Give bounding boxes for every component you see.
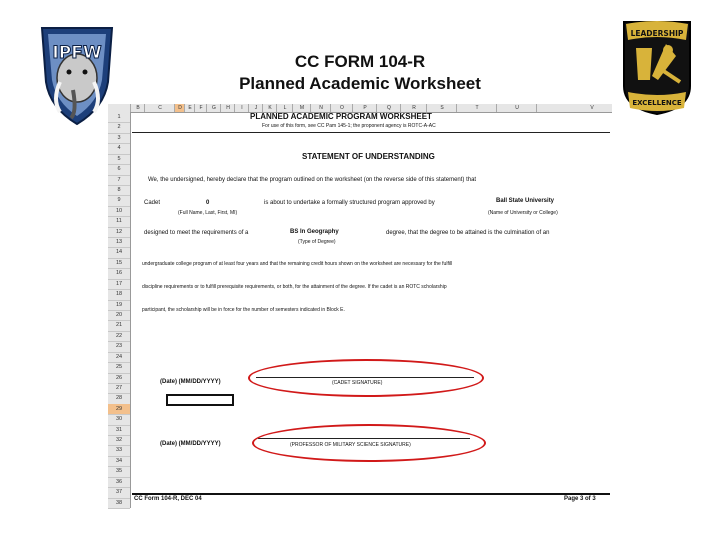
row-header[interactable]: 5 xyxy=(108,154,130,165)
footer-divider xyxy=(132,493,610,495)
page-subtitle: Planned Academic Worksheet xyxy=(239,74,481,93)
row-header[interactable]: 20 xyxy=(108,310,130,321)
column-header[interactable]: U xyxy=(496,104,537,112)
column-header[interactable]: E xyxy=(184,104,195,112)
row-header[interactable]: 18 xyxy=(108,289,130,300)
row-header[interactable]: 12 xyxy=(108,227,130,238)
row-header[interactable]: 19 xyxy=(108,300,130,311)
form-subtitle: For use of this form, see CC Pam 145-1; the proponent agency is ROTC-A-AC xyxy=(262,123,436,129)
cadet-label: Cadet xyxy=(144,200,161,206)
footer-form-id: CC Form 104-R, DEC 04 xyxy=(134,496,202,502)
pms-signature-caption: (PROFESSOR OF MILITARY SCIENCE SIGNATURE) xyxy=(290,442,411,448)
column-header[interactable]: J xyxy=(248,104,263,112)
row-header[interactable]: 7 xyxy=(108,175,130,186)
university-value[interactable]: Ball State University xyxy=(496,198,555,204)
column-header[interactable]: S xyxy=(426,104,457,112)
divider-line xyxy=(132,132,610,133)
column-header[interactable]: I xyxy=(234,104,249,112)
row-header[interactable]: 23 xyxy=(108,341,130,352)
row-header[interactable]: 13 xyxy=(108,237,130,248)
rotc-logo xyxy=(622,20,692,116)
page-title: CC FORM 104-R xyxy=(294,52,426,71)
row-header[interactable]: 11 xyxy=(108,216,130,227)
column-header[interactable]: C xyxy=(144,104,175,112)
row-header[interactable]: 3 xyxy=(108,133,130,144)
column-header[interactable]: O xyxy=(330,104,353,112)
paragraph-line-1: undergraduate college program of at least four years and that the remaining credit hours shown on the worksheet are necessary for the fulfill xyxy=(142,261,453,267)
degree-value[interactable]: BS In Geography xyxy=(290,229,339,235)
row-header[interactable]: 27 xyxy=(108,383,130,394)
paragraph-line-2: discipline requirements or to fulfill prerequisite requirements, or both, for the attainment of the degree. If the cadet is an ROTC scholarship xyxy=(142,284,447,290)
row-header[interactable]: 26 xyxy=(108,373,130,384)
date-label-2: (Date) (MM/DD/YYYY) xyxy=(160,441,221,447)
column-header[interactable]: Q xyxy=(376,104,401,112)
row-header[interactable]: 16 xyxy=(108,268,130,279)
about-text: is about to undertake a formally structured program approved by xyxy=(264,200,435,206)
row-header[interactable]: 25 xyxy=(108,362,130,373)
date-input-box[interactable] xyxy=(166,394,234,406)
column-header[interactable]: B xyxy=(130,104,145,112)
column-header[interactable]: P xyxy=(352,104,377,112)
designed-text: designed to meet the requirements of a xyxy=(144,230,249,236)
row-header[interactable]: 35 xyxy=(108,466,130,477)
column-header[interactable]: F xyxy=(194,104,207,112)
ipfw-logo-text: IPFW xyxy=(52,43,102,63)
row-header[interactable]: 21 xyxy=(108,320,130,331)
row-header[interactable]: 10 xyxy=(108,206,130,217)
column-header[interactable]: T xyxy=(456,104,497,112)
cadet-name-value[interactable]: 0 xyxy=(206,200,210,206)
column-header[interactable]: M xyxy=(292,104,311,112)
column-header[interactable]: R xyxy=(400,104,427,112)
column-header[interactable]: D xyxy=(174,104,185,112)
paragraph-line-3: participant, the scholarship will be in force for the number of semesters indicated in Block E. xyxy=(142,307,345,313)
row-header[interactable]: 37 xyxy=(108,487,130,498)
rotc-logo-bottom-text: EXCELLENCE xyxy=(632,99,682,107)
row-header[interactable]: 33 xyxy=(108,445,130,456)
row-header[interactable]: 32 xyxy=(108,435,130,446)
row-header[interactable]: 22 xyxy=(108,331,130,342)
rotc-logo-top-text: LEADERSHIP xyxy=(630,29,684,38)
column-header[interactable]: V xyxy=(536,104,647,112)
degree-text: degree, that the degree to be attained is the culmination of an xyxy=(386,230,550,236)
row-header[interactable]: 34 xyxy=(108,456,130,467)
row-header[interactable]: 15 xyxy=(108,258,130,269)
form-title: PLANNED ACADEMIC PROGRAM WORKSHEET xyxy=(250,112,432,121)
row-header[interactable]: 4 xyxy=(108,143,130,154)
university-caption: (Name of University or College) xyxy=(488,210,558,216)
pms-signature-highlight xyxy=(252,424,486,462)
column-header[interactable]: L xyxy=(276,104,293,112)
column-header[interactable]: H xyxy=(220,104,235,112)
row-header[interactable]: 36 xyxy=(108,477,130,488)
statement-intro: We, the undersigned, hereby declare that the program outlined on the worksheet (on the reverse side of this statement) that xyxy=(148,177,477,183)
column-header[interactable]: N xyxy=(310,104,331,112)
row-header[interactable]: 31 xyxy=(108,425,130,436)
row-header[interactable]: 38 xyxy=(108,498,130,509)
cadet-signature-caption: (CADET SIGNATURE) xyxy=(332,380,383,386)
row-header[interactable]: 9 xyxy=(108,195,130,206)
row-header[interactable]: 24 xyxy=(108,352,130,363)
row-header[interactable]: 29 xyxy=(108,404,130,415)
row-header[interactable]: 6 xyxy=(108,164,130,175)
ipfw-logo xyxy=(38,20,116,128)
column-header[interactable]: K xyxy=(262,104,277,112)
row-header[interactable]: 8 xyxy=(108,185,130,196)
row-header[interactable]: 1 xyxy=(108,112,130,123)
row-header[interactable]: 14 xyxy=(108,247,130,258)
footer-page-number: Page 3 of 3 xyxy=(564,496,596,502)
cadet-name-caption: (Full Name, Last, First, MI) xyxy=(178,210,238,216)
row-header[interactable]: 30 xyxy=(108,414,130,425)
row-header-bar xyxy=(108,112,131,508)
column-header[interactable]: G xyxy=(206,104,221,112)
date-label-1: (Date) (MM/DD/YYYY) xyxy=(160,379,221,385)
row-header[interactable]: 17 xyxy=(108,279,130,290)
worksheet-sheet xyxy=(108,104,612,508)
section-title: STATEMENT OF UNDERSTANDING xyxy=(302,152,435,161)
row-header[interactable]: 2 xyxy=(108,122,130,133)
cadet-signature-highlight xyxy=(248,359,484,397)
row-header[interactable]: 28 xyxy=(108,393,130,404)
degree-caption: (Type of Degree) xyxy=(298,239,336,245)
